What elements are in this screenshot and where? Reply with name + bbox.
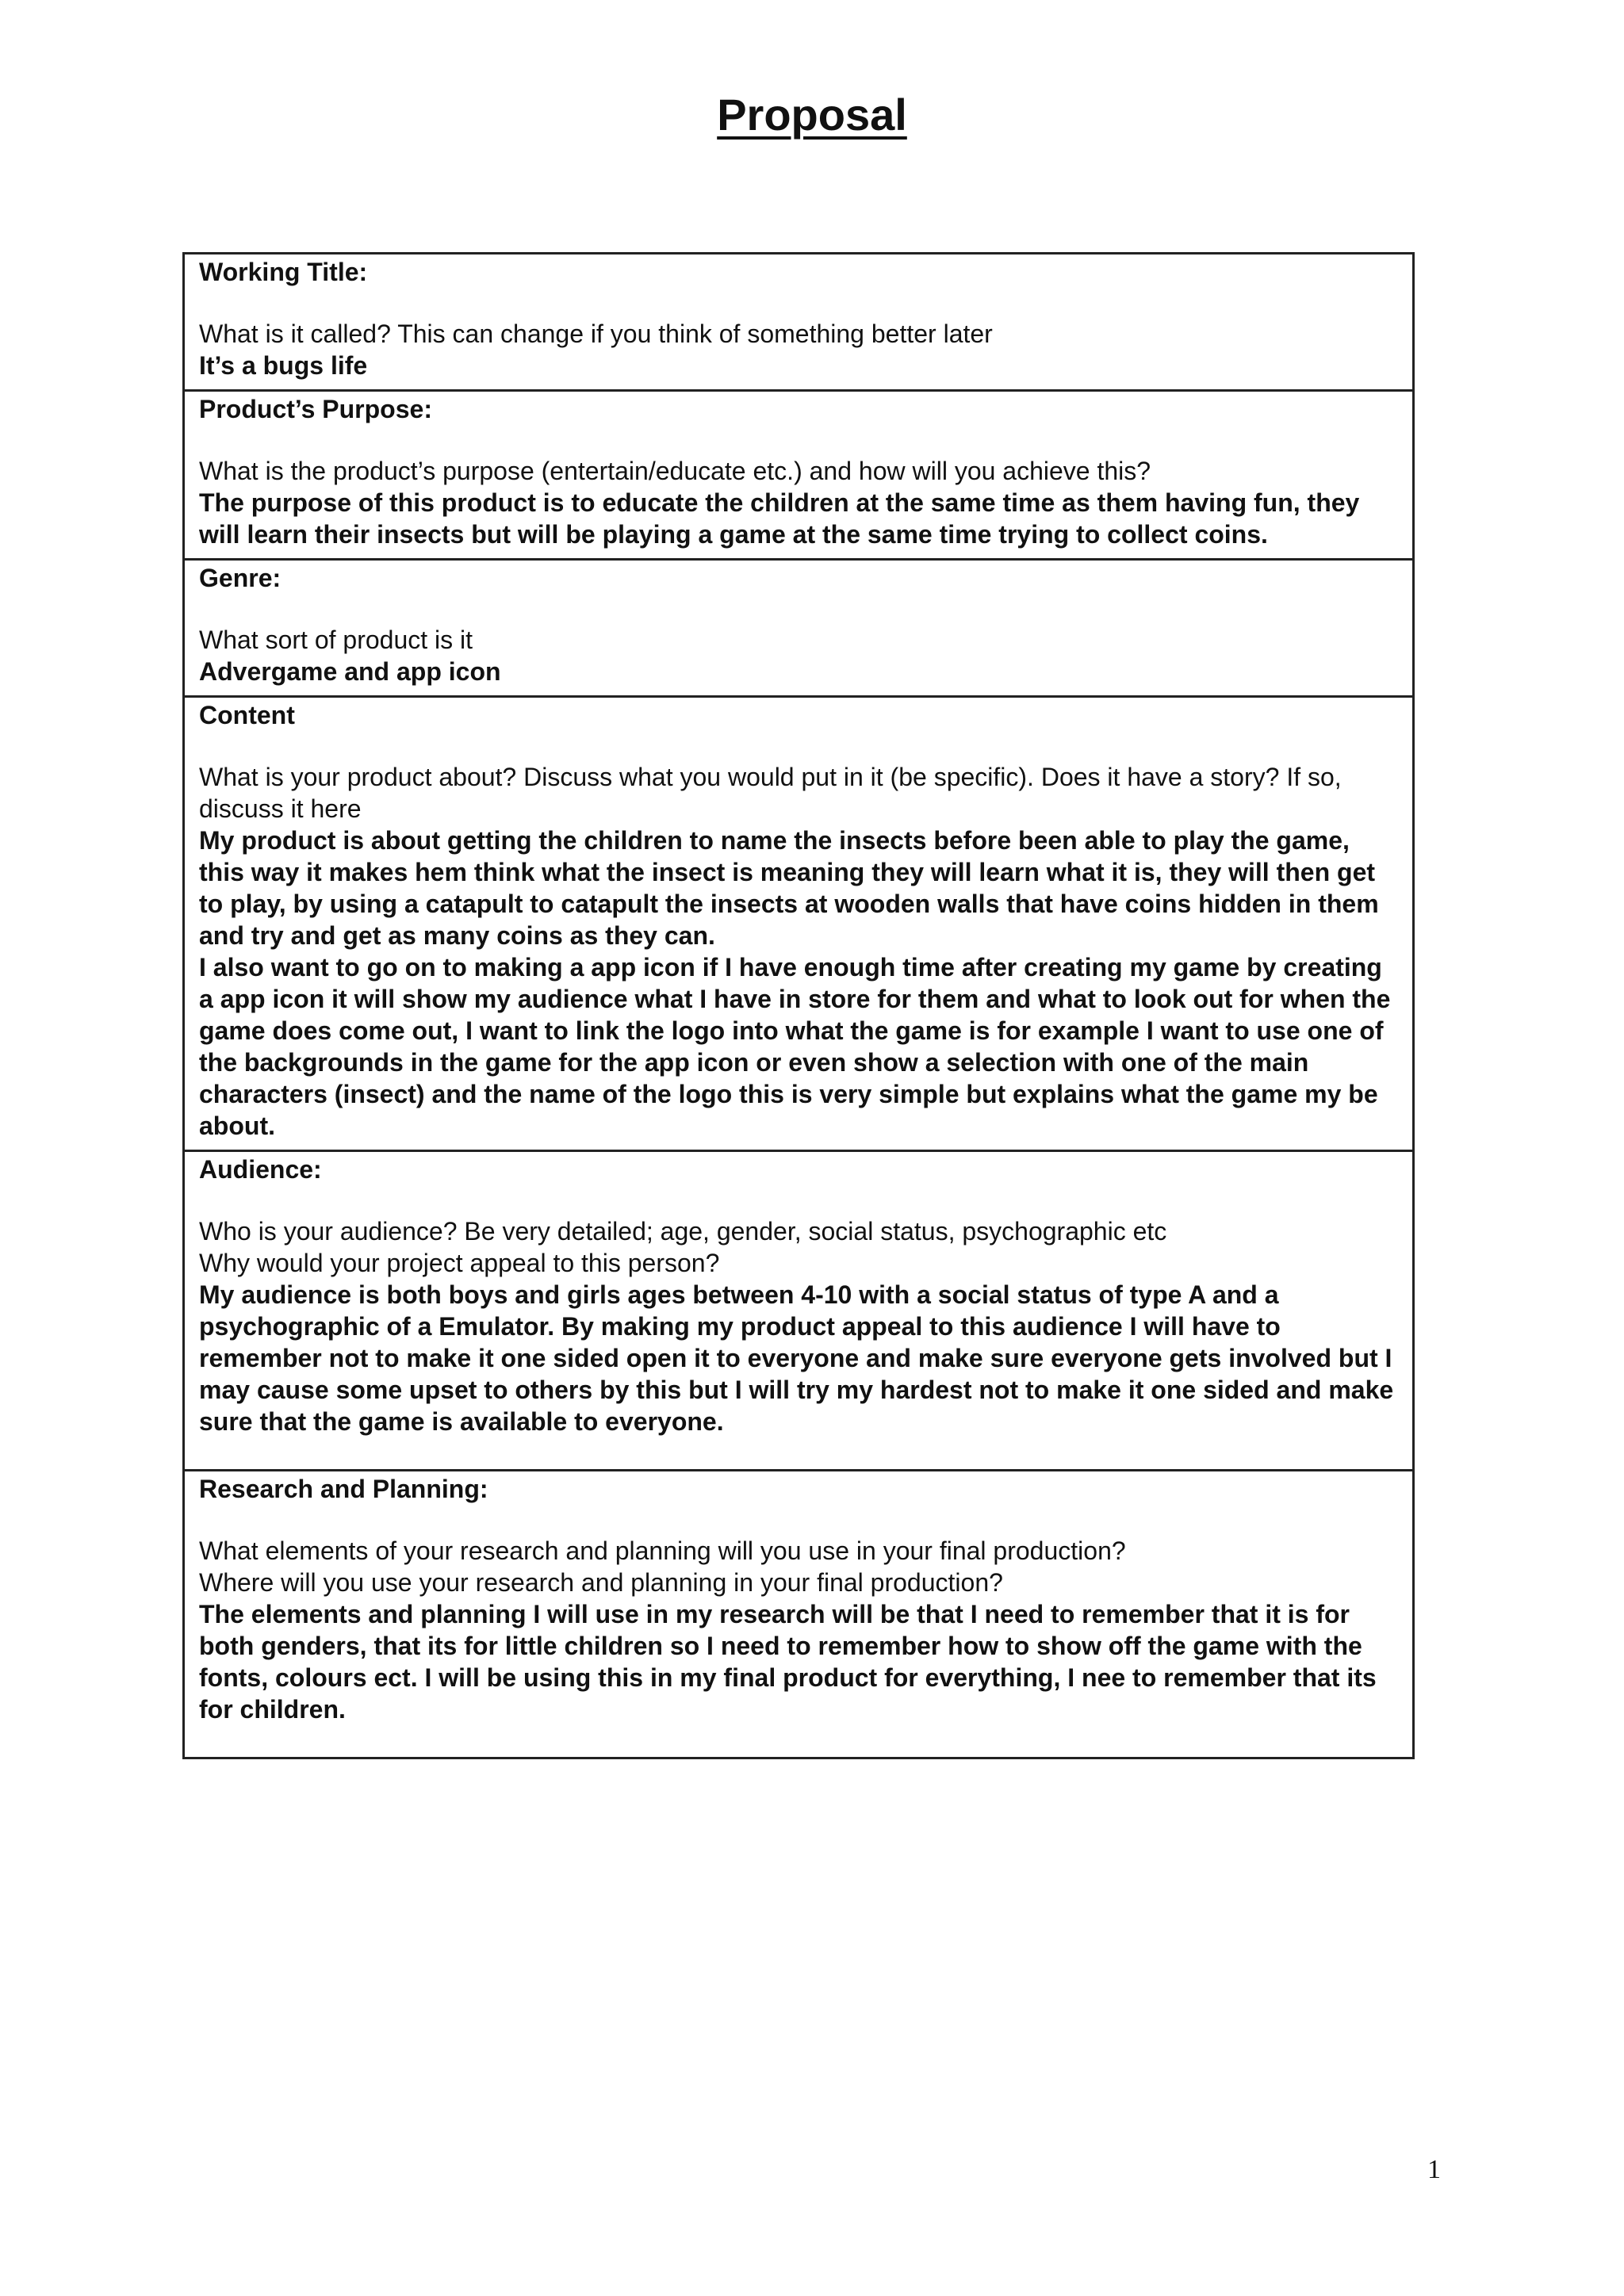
answer-paragraph: I also want to go on to making a app icon if I have enough time after creating my game by creating a app icon it will show my audience what I have in store for them and what to look out for when the game does come out, I want to link the logo into what the game is for example I want to use one of the backgrounds in the game for the app icon or even show a selection with one of the main characters (insect) and the name of the logo this is very simple but explains what the game my be about. — [199, 953, 1391, 1140]
answer-paragraph: My product is about getting the children to name the insects before been able to play the game, this way it makes hem think what the insect is meaning they will learn what it is, they will then get to play, by using a catapult to catapult the insects at wooden walls that have coins hidden in them and try and get as many coins as they can. — [199, 826, 1379, 950]
section-heading: Research and Planning: — [199, 1475, 488, 1503]
page-title: Proposal — [717, 90, 907, 140]
section-prompt: Where will you use your research and planning in your final production? — [199, 1568, 1003, 1597]
answer-paragraph: The purpose of this product is to educate the children at the same time as them having fun, they will learn their insects but will be playing a game at the same time trying to collect coins. — [199, 488, 1360, 549]
answer-paragraph: The elements and planning I will use in my research will be that I need to remember that it is for both genders, that its for little children so I need to remember how to show off the game with the fonts, colours ect. I will be using this in my final product for everything, I nee to remember that its for children. — [199, 1600, 1377, 1724]
answer-paragraph: My audience is both boys and girls ages between 4-10 with a social status of type A and a psychographic of a Emulator. By making my product appeal to this audience I will have to remember not to make it one sided open it to everyone and make sure everyone gets involved but I may cause some upset to others by this but I will try my hardest not to make it one sided and make sure that the game is available to everyone. — [199, 1280, 1394, 1436]
section-prompt: What sort of product is it — [199, 626, 473, 654]
section-prompt: What is your product about? Discuss what you would put in it (be specific). Does it have a story? If so, discuss it here — [199, 763, 1342, 823]
section-answer — [199, 656, 1398, 687]
answer-paragraph: It’s a bugs life — [199, 351, 368, 380]
section-research-and-planning — [185, 1469, 1412, 1757]
section-prompt: Who is your audience? Be very detailed; age, gender, social status, psychographic etc — [199, 1217, 1167, 1246]
section-heading: Product’s Purpose: — [199, 395, 432, 423]
section-genre — [185, 558, 1412, 695]
page-number: 1 — [1427, 2155, 1441, 2184]
section-heading: Genre: — [199, 564, 282, 592]
section-prompt: What is the product’s purpose (entertain/educate etc.) and how will you achieve this? — [199, 457, 1151, 485]
proposal-table — [182, 252, 1415, 1759]
section-answer — [199, 1279, 1398, 1437]
section-heading: Audience: — [199, 1155, 322, 1184]
section-prompt: What is it called? This can change if you think of something better later — [199, 320, 993, 348]
section-answer — [199, 487, 1398, 550]
section-answer — [199, 825, 1398, 1142]
section-products-purpose — [185, 389, 1412, 558]
section-prompt: What elements of your research and planning will you use in your final production? — [199, 1536, 1126, 1565]
answer-paragraph: Advergame and app icon — [199, 657, 501, 686]
section-prompt: Why would your project appeal to this person? — [199, 1249, 720, 1277]
section-answer — [199, 350, 1398, 381]
section-content — [185, 695, 1412, 1150]
section-heading: Working Title: — [199, 258, 368, 286]
section-audience — [185, 1150, 1412, 1469]
section-answer — [199, 1598, 1398, 1725]
section-heading: Content — [199, 701, 295, 729]
section-working-title — [185, 254, 1412, 389]
